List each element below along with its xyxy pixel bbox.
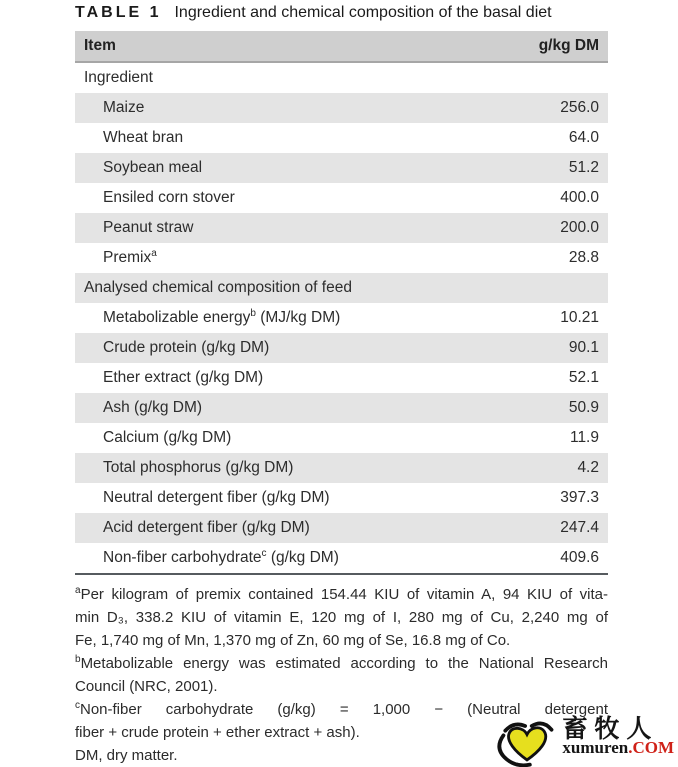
row-label: Total phosphorus (g/kg DM) — [103, 459, 294, 476]
row-value: 247.4 — [560, 519, 599, 536]
row-label: Maize — [103, 99, 145, 116]
header-unit-label: g/kg DM — [538, 37, 599, 54]
table-row — [75, 363, 608, 393]
footnote-line: fiber + crude protein + ether extract + ash). — [75, 724, 360, 741]
row-label: Premix$^a$ — [103, 247, 157, 266]
table-row — [75, 93, 608, 123]
row-value: 90.1 — [568, 339, 599, 356]
footnote-line: min D₃, 338.2 KIU of vitamin E, 120 mg of I, 280 mg of Cu, 2,240 mg of — [75, 609, 608, 626]
footnote-line: Council (NRC, 2001). — [75, 678, 218, 695]
watermark-text — [562, 715, 674, 756]
table-row — [75, 303, 608, 333]
header-item-label: Item — [84, 37, 116, 54]
row-value: 11.9 — [569, 429, 599, 446]
row-value: 51.2 — [568, 159, 599, 176]
row-label: Ingredient — [84, 69, 153, 86]
row-label: Ensiled corn stover — [103, 189, 235, 206]
row-label: Neutral detergent fiber (g/kg DM) — [103, 489, 330, 506]
table-row — [75, 183, 608, 213]
footnote-line: DM, dry matter. — [75, 747, 178, 764]
table-section-row — [75, 63, 608, 93]
xumuren-logo-heart-icon — [494, 717, 560, 767]
row-label: Metabolizable energy$^b$ (MJ/kg DM) — [103, 307, 341, 326]
table-title — [75, 4, 608, 22]
row-value: 28.8 — [568, 249, 599, 266]
row-label: Crude protein (g/kg DM) — [103, 339, 270, 356]
row-value: 52.1 — [568, 369, 599, 386]
footnote-line: $^a$Per kilogram of premix contained 154.44 KIU of vitamin A, 94 KIU of vita- — [75, 585, 608, 603]
row-value: 50.9 — [568, 399, 599, 416]
row-label: Analysed chemical composition of feed — [84, 279, 352, 296]
table-row — [75, 513, 608, 543]
table-row — [75, 393, 608, 423]
footnote-line: $^c$Non-fiber carbohydrate (g/kg) = 1,000 − (Neutral detergent — [75, 700, 608, 718]
table-row — [75, 243, 608, 273]
row-label: Non-fiber carbohydrate$^c$ (g/kg DM) — [103, 547, 339, 566]
table-row — [75, 333, 608, 363]
watermark — [494, 715, 674, 767]
table-row — [75, 483, 608, 513]
table-header-row — [75, 31, 608, 63]
footnote-line: $^b$Metabolizable energy was estimated according to the National Research — [75, 654, 608, 672]
row-value: 200.0 — [560, 219, 599, 236]
row-label: Wheat bran — [103, 129, 184, 146]
table-row — [75, 213, 608, 243]
row-value: 4.2 — [577, 459, 599, 476]
watermark-url — [562, 739, 674, 756]
row-value: 397.3 — [560, 489, 599, 506]
row-value: 409.6 — [560, 549, 599, 566]
row-label: Acid detergent fiber (g/kg DM) — [103, 519, 310, 536]
row-value: 10.21 — [560, 309, 599, 326]
table-number: TABLE 1 — [75, 4, 162, 21]
watermark-chinese-name: 畜牧人 — [562, 714, 659, 743]
row-label: Calcium (g/kg DM) — [103, 429, 232, 446]
table-row — [75, 423, 608, 453]
row-label: Ash (g/kg DM) — [103, 399, 203, 416]
table-row — [75, 153, 608, 183]
row-value: 400.0 — [560, 189, 599, 206]
table-row — [75, 453, 608, 483]
table-body — [75, 63, 608, 575]
row-value: 64.0 — [568, 129, 599, 146]
watermark-url-tld: .COM — [628, 738, 674, 757]
row-label: Ether extract (g/kg DM) — [103, 369, 264, 386]
table-row — [75, 543, 608, 573]
table-caption: Ingredient and chemical composition of the basal diet — [174, 4, 552, 21]
row-label: Soybean meal — [103, 159, 203, 176]
table-row — [75, 123, 608, 153]
footnote-line: Fe, 1,740 mg of Mn, 1,370 mg of Zn, 60 mg of Se, 16.8 mg of Co. — [75, 632, 511, 649]
row-value: 256.0 — [560, 99, 599, 116]
row-label: Peanut straw — [103, 219, 194, 236]
table-section-row — [75, 273, 608, 303]
watermark-url-main: xumuren — [562, 738, 629, 757]
table-container — [75, 2, 608, 767]
